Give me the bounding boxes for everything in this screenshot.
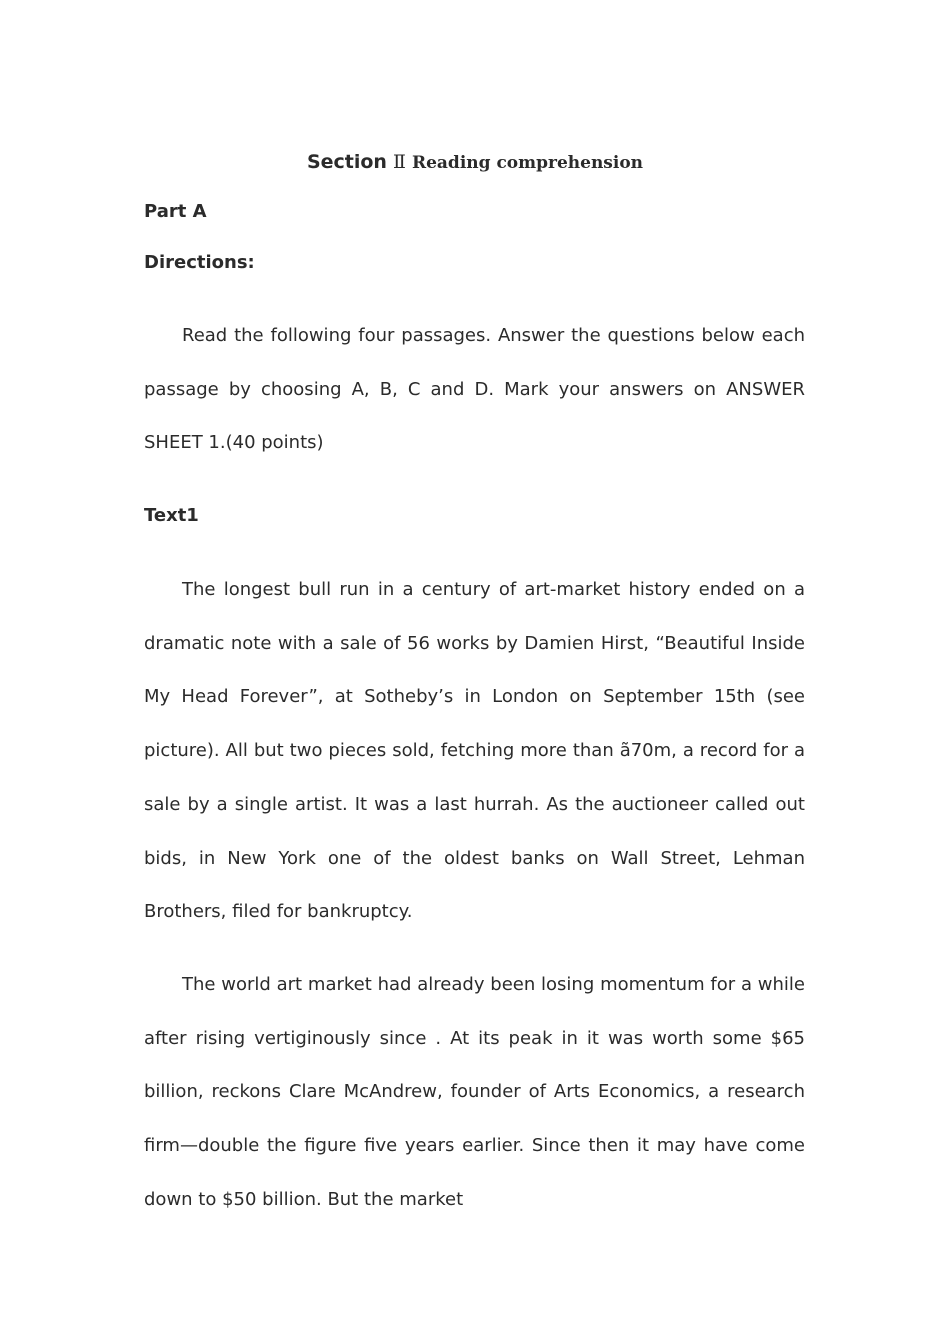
- text1-paragraph-2: The world art market had already been losing momentum for a while after rising vertiginously since . At its peak in it was worth some $65 billion, reckons Clare McAndrew, founder of Arts Economics, a research firm—double the figure five years earlier. Since then it may have come down to $50 billion. But the market: [144, 974, 805, 1210]
- directions-heading: Directions:: [144, 252, 255, 273]
- section-roman-numeral: Ⅱ: [393, 151, 406, 173]
- text1-paragraph-1: The longest bull run in a century of art-market history ended on a dramatic note with a sale of 56 works by Damien Hirst, “Beautiful Inside My Head Forever”, at Sotheby’s in London on September 15th (see picture). All but two pieces sold, fetching more than ã70m, a record for a sale by a single artist. It was a last hurrah. As the auctioneer called out bids, in New York one of the oldest banks on Wall Street, Lehman Brothers, filed for bankruptcy.: [144, 579, 805, 923]
- directions-paragraph: Read the following four passages. Answer the questions below each passage by choosing A, B, C and D. Mark your answers on ANSWER SHEET 1.(40 points): [144, 325, 805, 454]
- section-title-text: Reading comprehension: [411, 153, 644, 173]
- section-label: Section: [306, 151, 387, 173]
- text1-heading: Text1: [144, 505, 199, 526]
- part-heading: Part A: [144, 201, 207, 222]
- section-title: [0, 148, 950, 177]
